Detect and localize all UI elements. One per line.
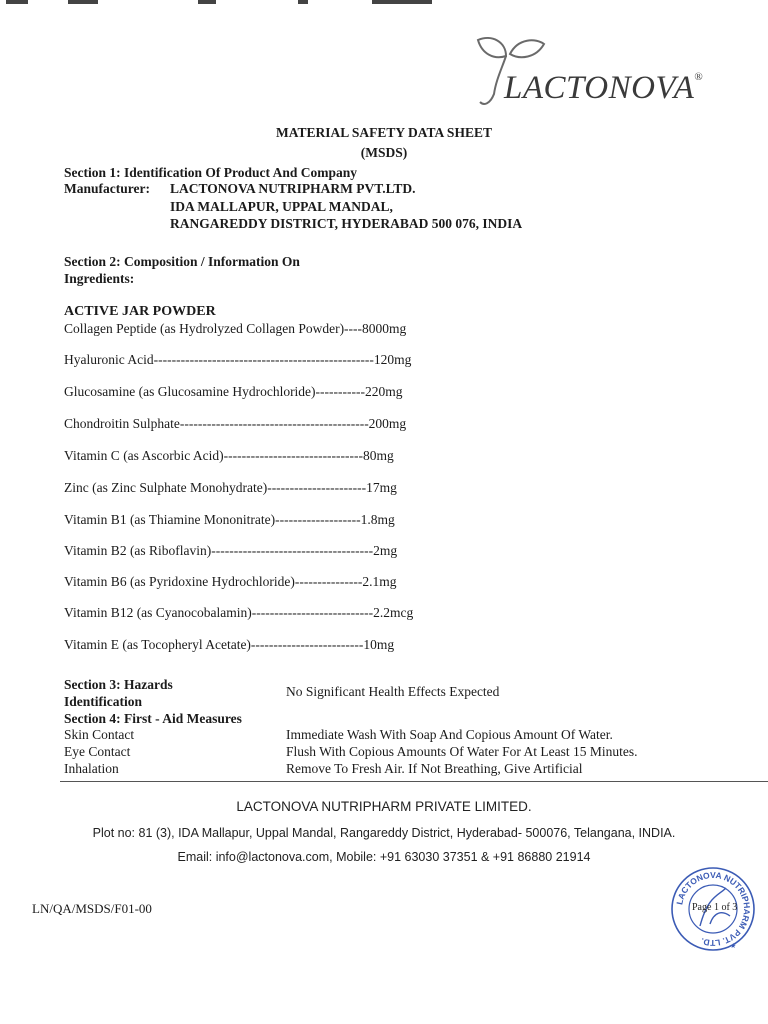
document-subtitle: (MSDS) [360,145,408,160]
address-line-2: IDA MALLAPUR, UPPAL MANDAL, [170,199,393,214]
company-logo [466,26,756,106]
hazards-value: No Significant Health Effects Expected [286,684,500,699]
logo-text: LACTONOVA [504,70,695,106]
footer-address: Plot no: 81 (3), IDA Mallapur, Uppal Mandal, Rangareddy District, Hyderabad- 500076, Telangana, INDIA. [92,826,676,840]
product-name: ACTIVE JAR POWDER [64,304,216,319]
section2-heading: Section 2: Composition / Information On [64,254,300,269]
scan-top-marks [0,0,768,8]
footer-divider [60,781,768,782]
ingredient-row: Chondroitin Sulphate------------------------------------------200mg [64,416,407,431]
ingredient-row: Zinc (as Zinc Sulphate Monohydrate)----------------------17mg [64,480,397,495]
logo-wordmark [504,70,703,107]
section4-heading: Section 4: First - Aid Measures [64,711,242,726]
section3-heading: Section 3: Hazards [64,677,173,692]
first-aid-value-skin: Immediate Wash With Soap And Copious Amount Of Water. [286,727,613,742]
section1-heading: Section 1: Identification Of Product And Company [64,165,358,180]
footer-contact: Email: info@lactonova.com, Mobile: +91 63030 37351 & +91 86880 21914 [177,850,591,864]
address-line-1: LACTONOVA NUTRIPHARM PVT.LTD. [170,181,416,196]
footer-company: LACTONOVA NUTRIPHARM PRIVATE LIMITED. [236,799,532,814]
ingredient-row: Collagen Peptide (as Hydrolyzed Collagen Powder)----8000mg [64,321,407,336]
company-seal-stamp [670,866,756,952]
document-code: LN/QA/MSDS/F01-00 [32,901,152,916]
address-line-3: RANGAREDDY DISTRICT, HYDERABAD 500 076, INDIA [170,216,523,231]
ingredient-row: Vitamin B2 (as Riboflavin)------------------------------------2mg [64,543,398,558]
ingredient-row: Vitamin C (as Ascorbic Acid)-------------------------------80mg [64,448,394,463]
page-number: Page 1 of 3 [692,902,738,913]
first-aid-value-eye: Flush With Copious Amounts Of Water For At Least 15 Minutes. [286,744,638,759]
ingredient-row: Vitamin B6 (as Pyridoxine Hydrochloride)---------------2.1mg [64,574,397,589]
first-aid-label-eye: Eye Contact [64,744,131,759]
ingredient-row: Hyaluronic Acid-------------------------------------------------120mg [64,352,412,367]
svg-text:★: ★ [730,942,737,950]
ingredient-row: Vitamin B1 (as Thiamine Mononitrate)-------------------1.8mg [64,512,395,527]
ingredient-row: Glucosamine (as Glucosamine Hydrochloride)-----------220mg [64,384,403,399]
ingredient-row: Vitamin B12 (as Cyanocobalamin)---------------------------2.2mcg [64,605,414,620]
registered-mark: ® [694,71,704,83]
document-title: MATERIAL SAFETY DATA SHEET [276,125,492,140]
section2-heading-cont: Ingredients: [64,271,135,286]
svg-text:LACTONOVA NUTRIPHARM PVT. LTD.: LACTONOVA NUTRIPHARM PVT. LTD. [674,869,753,949]
first-aid-label-skin: Skin Contact [64,727,135,742]
section3-heading-cont: Identification [64,694,143,709]
manufacturer-label: Manufacturer: [64,181,150,196]
ingredient-row: Vitamin E (as Tocopheryl Acetate)-------------------------10mg [64,637,395,652]
first-aid-label-inhalation: Inhalation [64,761,119,776]
first-aid-value-inhalation: Remove To Fresh Air. If Not Breathing, Give Artificial [286,761,583,776]
